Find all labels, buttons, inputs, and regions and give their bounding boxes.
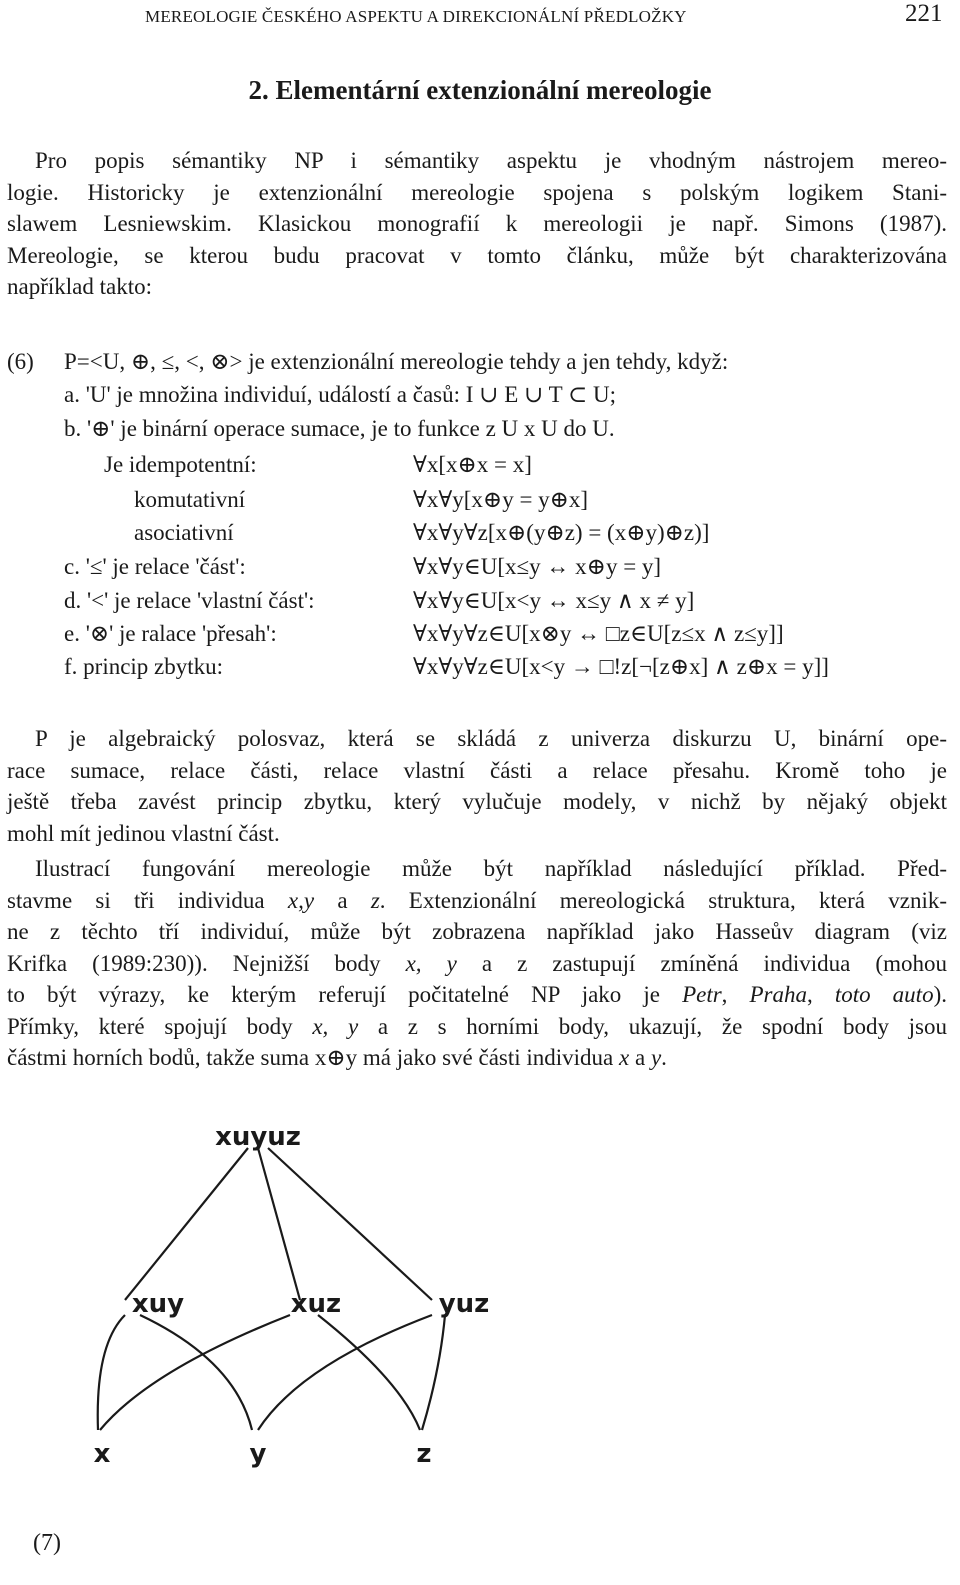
running-header: MEREOLOGIE ČESKÉHO ASPEKTU A DIREKCIONÁLNÍ PŘEDLOŽKY (145, 7, 687, 26)
paragraph-semilattice (7, 723, 947, 849)
definition-item-a: a. 'U' je množina individuí, událostí a časů: I ∪ E ∪ T ⊂ U; (64, 382, 616, 407)
definition-item-formula: ∀x∀y∀z∈U[x<y → □!z[¬[z⊕x] ∧ z⊕x = y]] (413, 654, 829, 679)
text-line: race sumace, relace části, relace vlastní části a relace přesahu. Kromě toho je (7, 757, 947, 783)
text-line: slawem Lesniewskim. Klasickou monografií k mereologii je např. Simons (1987). (7, 211, 947, 236)
text-line: ne z těchto tří individuí, může být zobrazena například jako Hasseův diagram (viz (7, 919, 947, 944)
text-line: to být výrazy, ke kterým referují počitatelné NP jako je Petr, Praha, toto auto). (7, 982, 947, 1007)
definition-item-b: b. '⊕' je binární operace sumace, je to funkce z U x U do U. (64, 416, 615, 441)
node-bottom: z (416, 1439, 432, 1469)
paragraph-illustration (7, 853, 947, 1074)
text-line: částmi horních bodů, takže suma x⊕y má jako své části individua x a y. (7, 1045, 667, 1070)
edge (422, 1315, 445, 1430)
node-top: xuyuz (215, 1122, 301, 1152)
definition-item-label: f. princip zbytku: (64, 654, 224, 679)
definition-item-label: c. '≤' je relace 'část': (64, 554, 246, 579)
definition-item-formula: ∀x∀y∀z∈U[x⊗y ↔ □z∈U[z≤x ∧ z≤y]] (413, 621, 784, 646)
property-label: asociativní (134, 520, 234, 545)
text-line: Pro popis sémantiky NP i sémantiky aspektu je vhodným nástrojem mereo- (35, 148, 947, 173)
definition-item-formula: ∀x∀y∈U[x≤y ↔ x⊕y = y] (413, 554, 662, 579)
edge (318, 1315, 420, 1430)
property-formula: ∀x[x⊕x = x] (413, 452, 532, 477)
intro-paragraph (7, 145, 947, 303)
property-formula: ∀x∀y∀z[x⊕(y⊕z) = (x⊕y)⊕z)] (413, 520, 710, 545)
text-line: logie. Historicky je extenzionální mereologie spojena s polským logikem Stani- (7, 179, 947, 205)
hasse-diagram (0, 1100, 960, 1520)
text-line: mohl mít jedinou vlastní část. (7, 820, 280, 846)
text-line: Krifka (1989:230)). Nejnižší body x, y a z zastupují zmíněná individua (mohou (7, 950, 947, 976)
definition-item-formula: ∀x∀y∈U[x<y ↔ x≤y ∧ x ≠ y] (413, 588, 695, 613)
node-middle: xuz (290, 1289, 342, 1319)
edge (98, 1315, 125, 1430)
text-line: P je algebraický polosvaz, která se skládá z univerza diskurzu U, binární ope- (35, 726, 947, 751)
section-title: 2. Elementární extenzionální mereologie (248, 75, 712, 105)
text-line: Ilustrací fungování mereologie může být například následující příklad. Před- (35, 856, 947, 881)
edge (100, 1315, 290, 1430)
text-line: Přímky, které spojují body x, y a z s horními body, ukazují, že spodní body jsou (7, 1013, 948, 1039)
definition-number: (6) (7, 349, 34, 374)
property-label: komutativní (134, 487, 246, 512)
definition-head: P=<U, ⊕, ≤, <, ⊗> je extenzionální mereologie tehdy a jen tehdy, když: (64, 349, 729, 374)
text-line: například takto: (7, 274, 152, 299)
definition-item-label: e. '⊗' je ralace 'přesah': (64, 621, 277, 646)
edge (258, 1315, 432, 1430)
example-number: (7) (33, 1530, 61, 1556)
edge (125, 1148, 248, 1300)
text-line: stavme si tři individua x,y a z. Extenzionální mereologická struktura, která vznik- (7, 887, 947, 913)
node-bottom: y (249, 1439, 267, 1469)
node-middle: yuz (438, 1289, 490, 1319)
node-middle: xuy (131, 1289, 185, 1319)
definition-item-label: d. '<' je relace 'vlastní část': (64, 588, 315, 613)
page-number: 221 (905, 0, 943, 27)
edge (140, 1315, 252, 1430)
text-line: ještě třeba zavést princip zbytku, který vylučuje modely, v nichž by nějaký objekt (7, 789, 947, 814)
property-formula: ∀x∀y[x⊕y = y⊕x] (413, 487, 589, 512)
property-label: Je idempotentní: (104, 452, 257, 477)
text-line: Mereologie, se kterou budu pracovat v tomto článku, může být charakterizována (7, 242, 947, 268)
node-bottom: x (93, 1439, 111, 1469)
